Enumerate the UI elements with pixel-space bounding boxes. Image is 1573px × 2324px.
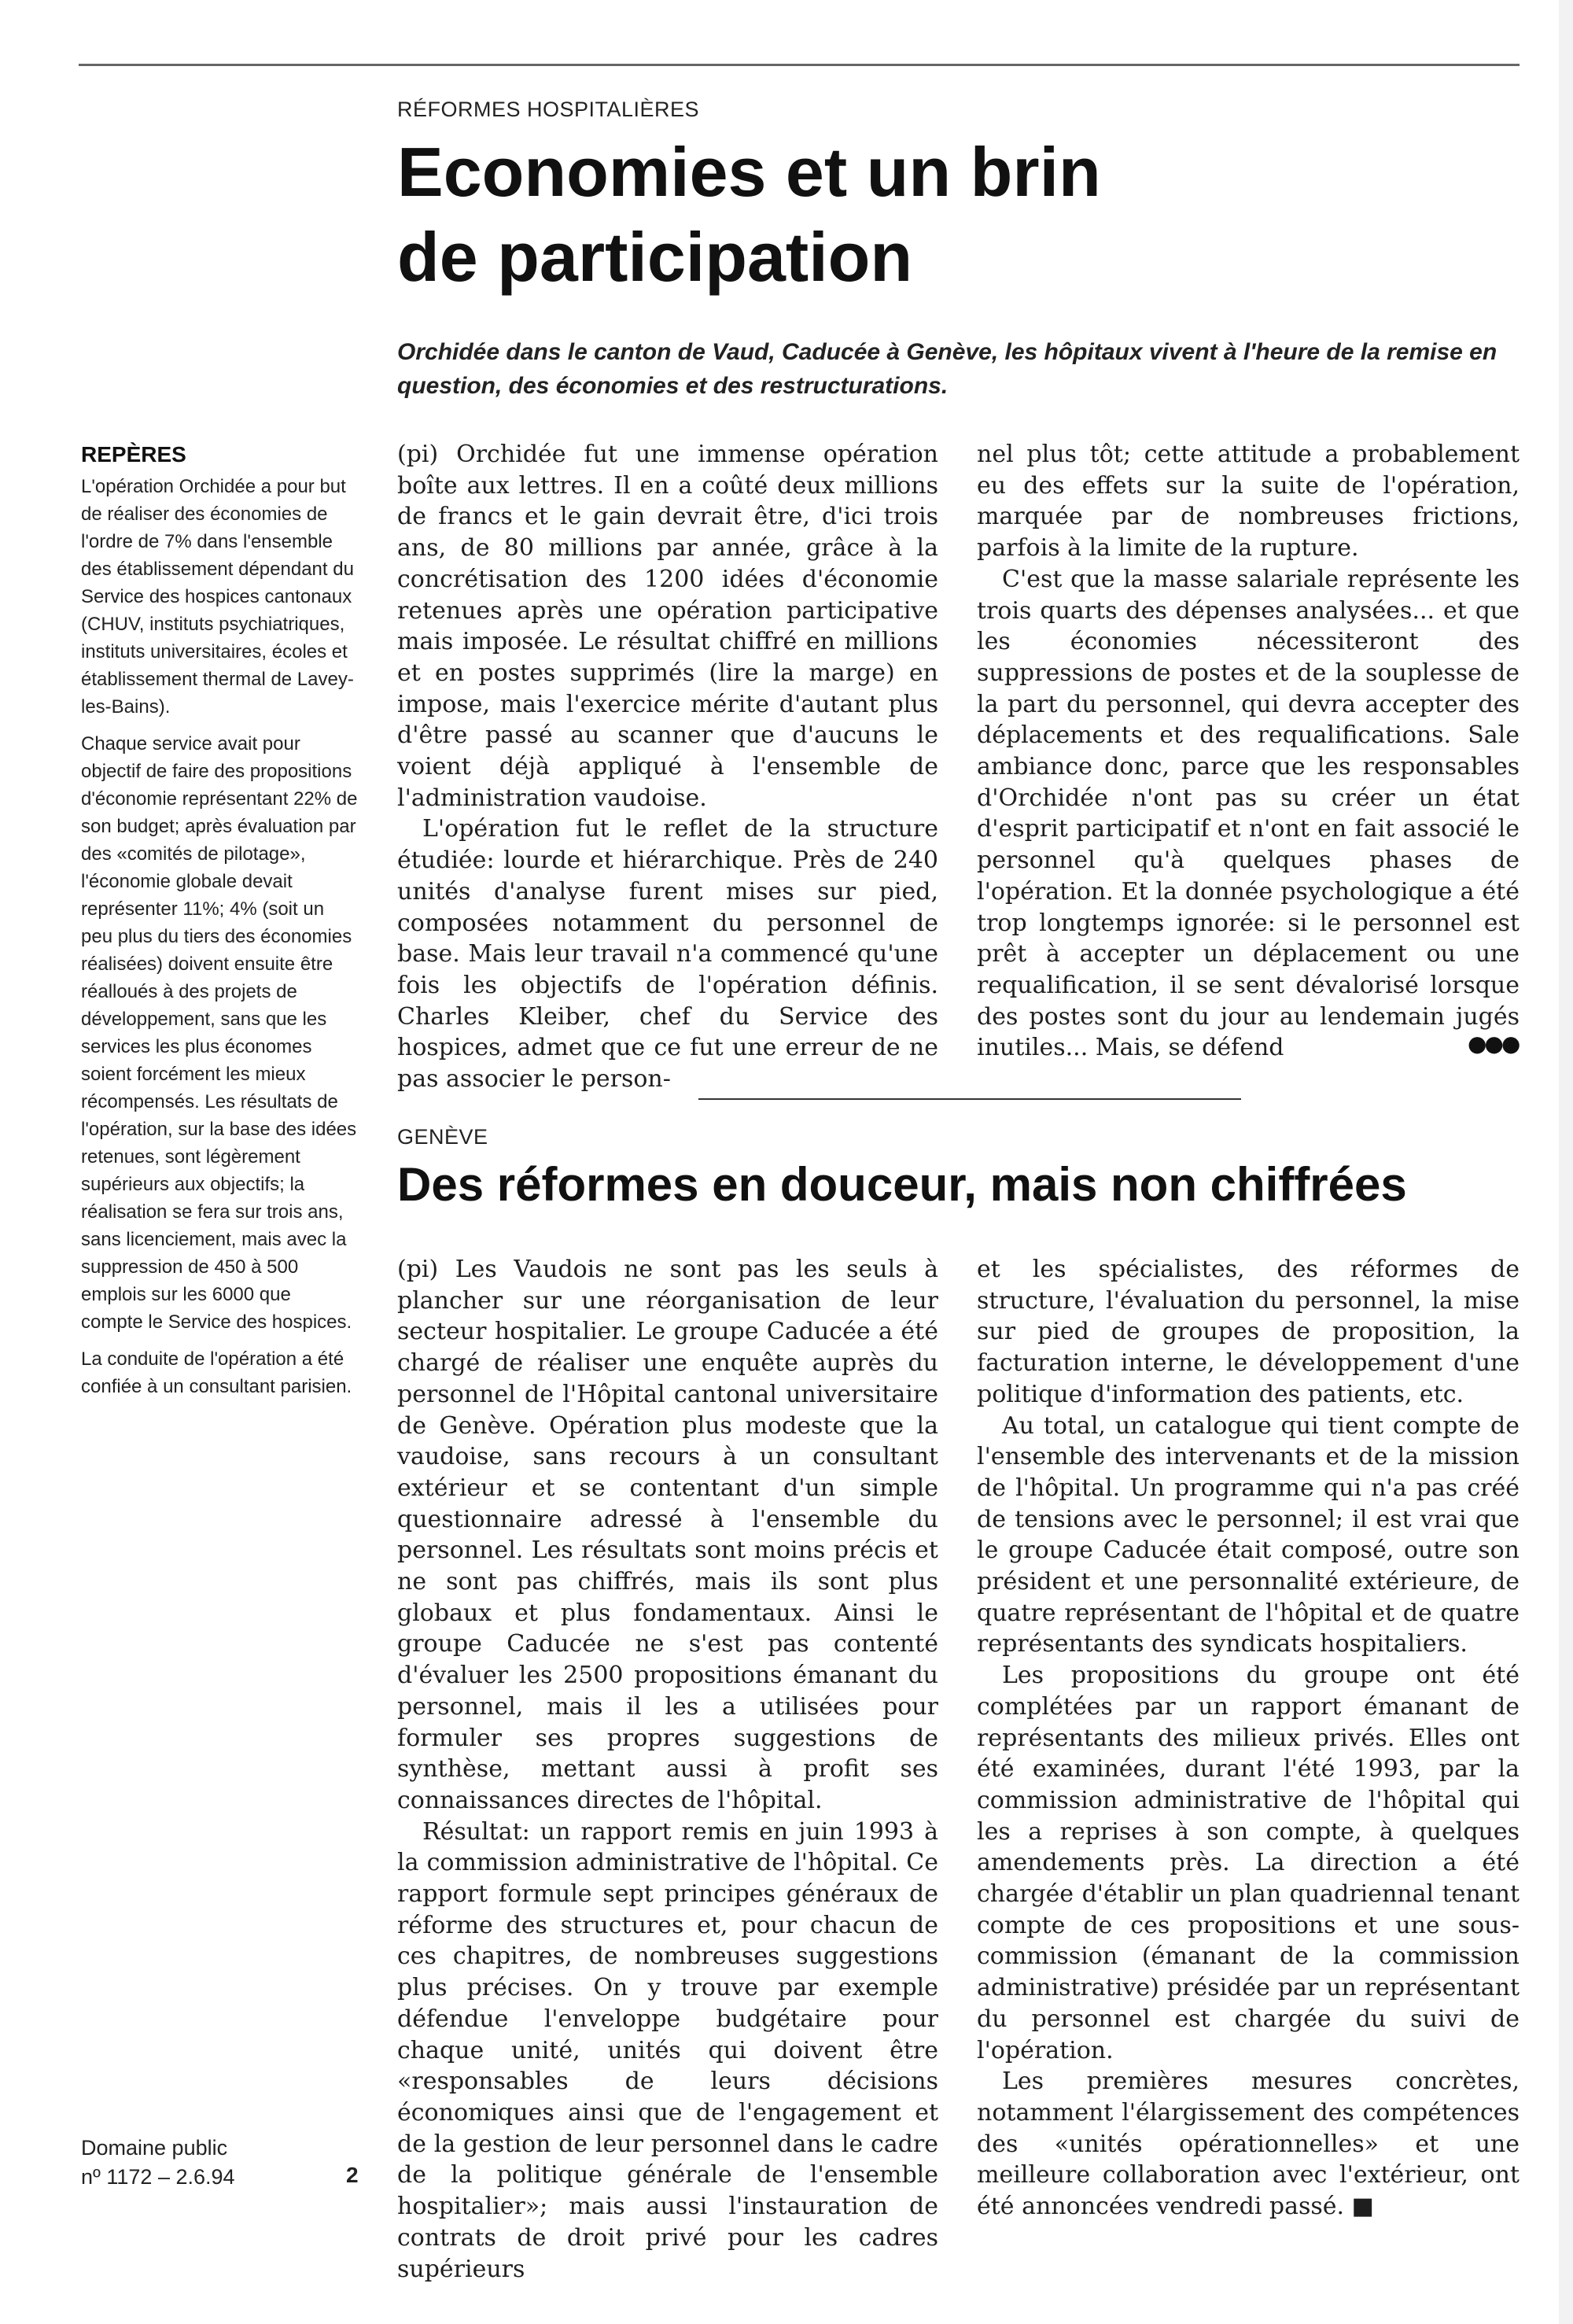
article2-column-2: [977, 1254, 1520, 2223]
article2-paragraph: Les propositions du groupe ont été complétées par un rapport émanant de représentants des milieux privés. Elles ont été examinées, durant l'été 1993, par la commission administrative de l'hôpital qui les a reprises à son compte, à quelques amendements près. La direction a été chargée d'établir un plan quadriennal tenant compte de ces propositions et une sous-commission (émanant de la commission administrative) présidée par un représentant du personnel est chargée du suivi de l'opération.: [977, 1662, 1520, 2064]
section-divider: [698, 1098, 1241, 1100]
sidebar-paragraph: Chaque service avait pour objectif de faire des propositions d'économie représentant 22% de son budget; après évaluation par des «comités de pilotage», l'économie globale devait représenter 11%; 4% (soit un peu plus du tiers des économies réalisées) doivent ensuite être réalloués à des projets de développement, sans que les services les plus économes soient forcément les mieux récompensés. Les résultats de l'opération, sur la base des idées retenues, sont légèrement supérieurs aux objectifs; la réalisation se fera sur trois ans, sans licenciement, mais avec la suppression de 450 à 500 emplois sur les 6000 que compte le Service des hospices.: [81, 733, 358, 1333]
article2-kicker: GENÈVE: [397, 1125, 488, 1149]
article1-kicker: RÉFORMES HOSPITALIÈRES: [397, 98, 700, 121]
article1-title: [397, 130, 1420, 300]
sidebar-reperes: [81, 441, 358, 1410]
sidebar-paragraph: La conduite de l'opération a été confiée à un consultant parisien.: [81, 1348, 352, 1397]
issue-info: nº 1172 – 2.6.94: [81, 2165, 235, 2189]
article1-paragraph: (pi) Orchidée fut une immense opération boîte aux lettres. Il en a coûté deux millions de francs et le gain devrait être, d'ici trois ans, de 80 millions par année, grâce à la concrétisation des 1200 idées d'économie retenues après une opération participative mais imposée. Le résultat chiffré en millions et en postes supprimés (lire la marge) en impose, mais l'exercice mérite d'autant plus d'être passé au scanner que d'aucuns le voient déjà appliqué à l'ensemble de l'administration vaudoise.: [397, 441, 938, 812]
article1-paragraph: L'opération fut le reflet de la structure étudiée: lourde et hiérarchique. Près de 240 unités d'analyse furent mises sur pied, composées notamment du personnel de base. Mais leur travail n'a commencé qu'une fois les objectifs de l'opération définis. Charles Kleiber, chef du Service des hospices, admet que ce fut une erreur de ne pas associer le person-: [397, 815, 938, 1094]
article1-title-line2: de participation: [397, 218, 913, 296]
article2-title: Des réformes en douceur, mais non chiffrées: [397, 1158, 1407, 1211]
article2-paragraph: Résultat: un rapport remis en juin 1993 à la commission administrative de l'hôpital. Ce rapport formule sept principes généraux de réforme des structures et, pour chacun de ces chapitres, de nombreuses suggestions plus précises. On y trouve par exemple défendue l'enveloppe budgétaire pour chaque unité, unités qui doivent être «responsables de leurs décisions économiques ainsi que de l'engagement et de la gestion de leur personnel dans le cadre de la politique générale de l'ensemble hospitalier»; mais aussi l'instauration de contrats de droit privé pour les cadres supérieurs: [397, 1817, 938, 2283]
page-edge: [1559, 0, 1573, 2324]
continued-mark: ●●●: [1468, 1031, 1519, 1057]
article1-column-1: [397, 439, 938, 1095]
publication-name: Domaine public: [81, 2136, 228, 2160]
article1-column-2: [977, 439, 1520, 1064]
article2-paragraph: Au total, un catalogue qui tient compte de l'ensemble des intervenants et de la mission de l'hôpital. Un programme qui n'a pas créé de tensions avec le personnel; il est vrai que le groupe Caducée était composé, outre son président et une personnalité extérieure, de quatre représentant de l'hôpital et de quatre représentants des syndicats hospitaliers.: [977, 1411, 1520, 1658]
article1-paragraph: nel plus tôt; cette attitude a probablement eu des effets sur la suite de l'opération, marquée par de nombreuses frictions, parfois à la limite de la rupture.: [977, 441, 1520, 563]
article2-column-1: [397, 1254, 938, 2285]
sidebar-paragraph: L'opération Orchidée a pour but de réaliser des économies de l'ordre de 7% dans l'ensemble des établissement dépendant du Service des hospices cantonaux (CHUV, instituts psychiatriques, instituts universitaires, écoles et établissement thermal de Lavey-les-Bains).: [81, 476, 354, 717]
top-rule: [79, 64, 1520, 66]
article2-paragraph: Les premières mesures concrètes, notamment l'élargissement des compétences des «unités opérationnelles» et une meilleure collaboration avec l'extérieur, ont été annoncées vendredi passé. ■: [977, 2068, 1520, 2221]
article1-deck: Orchidée dans le canton de Vaud, Caducée à Genève, les hôpitaux vivent à l'heure de la remise en question, des économies et des restructurations.: [397, 339, 1497, 399]
sidebar-heading: REPÈRES: [81, 442, 186, 467]
article1-paragraph: C'est que la masse salariale représente les trois quarts des dépenses analysées... et que les économies nécessiteront des suppressions de postes et de la souplesse de la part du personnel, qui devra accepter des déplacements et des requalifications. Sale ambiance donc, parce que les responsables d'Orchidée n'ont pas su créer un état d'esprit participatif et n'ont en fait associé le personnel qu'à quelques phases de l'opération. Et la donnée psychologique a été trop longtemps ignorée: si le personnel est prêt à accepter un déplacement ou une requalification, il se sent dévalorisé lorsque des postes sont du jour au lendemain jugés inutiles... Mais, se défend: [977, 565, 1520, 1062]
article2-paragraph: (pi) Les Vaudois ne sont pas les seuls à plancher sur une réorganisation de leur secteur hospitalier. Le groupe Caducée a été chargé de réaliser une enquête auprès du personnel de l'Hôpital cantonal universitaire de Genève. Opération plus modeste que la vaudoise, sans recours à un consultant extérieur et se contentant d'un simple questionnaire adressé à l'ensemble du personnel. Les résultats sont moins précis et ne sont pas chiffrés, mais ils sont plus globaux et plus fondamentaux. Ainsi le groupe Caducée ne s'est pas contenté d'évaluer les 2500 propositions émanant du personnel, mais il les a utilisées pour formuler ses propres suggestions de synthèse, mettant aussi à profit ses connaissances directes de l'hôpital.: [397, 1256, 938, 1814]
article2-paragraph: et les spécialistes, des réformes de structure, l'évaluation du personnel, la mise sur pied de groupes de proposition, la facturation interne, le développement d'une politique d'information des patients, etc.: [977, 1256, 1520, 1408]
page-footer: [81, 2134, 235, 2192]
page-number: 2: [346, 2163, 359, 2187]
article1-title-line1: Economies et un brin: [397, 133, 1101, 211]
